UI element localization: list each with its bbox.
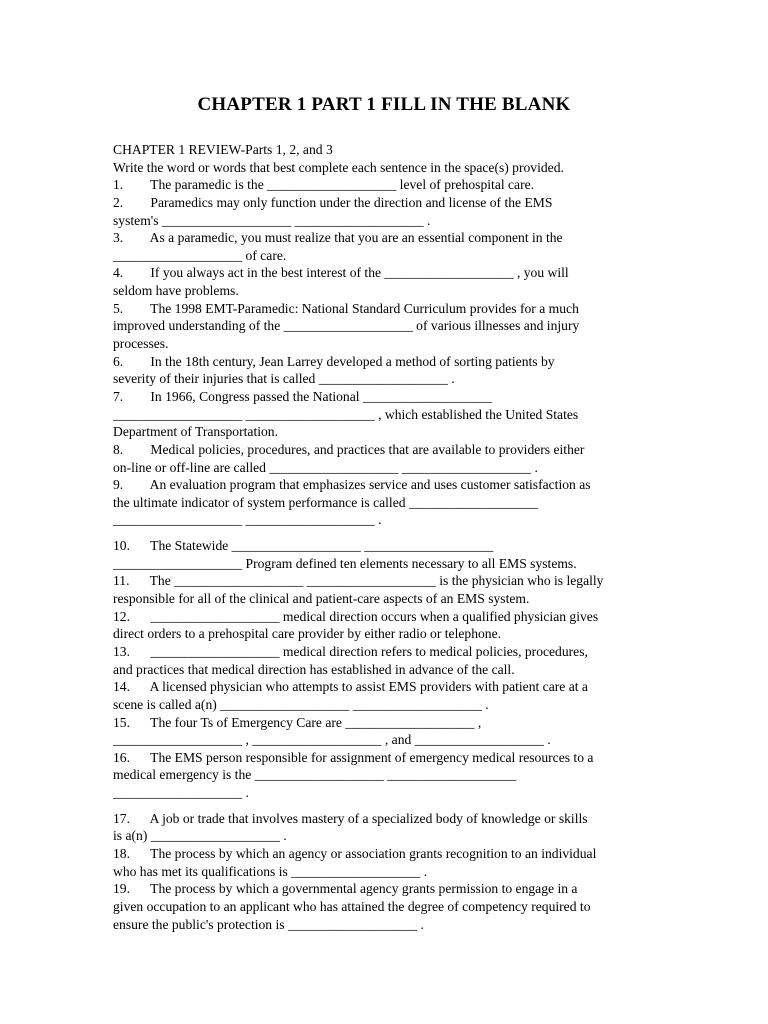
text-line: 13. ___________________ medical direction refers to medical policies, procedures, — [113, 643, 588, 659]
text-line: who has met its qualifications is ___________________ . — [113, 863, 428, 879]
text-line: CHAPTER 1 REVIEW-Parts 1, 2, and 3 — [113, 142, 333, 157]
text-line: on-line or off-line are called ___________________ ___________________ . — [113, 459, 538, 475]
document-body — [113, 141, 658, 933]
text-line: ensure the public's protection is ___________________ . — [113, 916, 424, 932]
text-line: 8. Medical policies, procedures, and practices that are available to providers either — [113, 441, 585, 457]
text-line: 5. The 1998 EMT-Paramedic: National Standard Curriculum provides for a much — [113, 300, 579, 316]
text-line: system's ___________________ ___________________ . — [113, 212, 431, 228]
text-line: medical emergency is the ___________________ ___________________ — [113, 767, 517, 783]
blank-spacer — [113, 529, 658, 537]
text-line: the ultimate indicator of system performance is called ___________________ — [113, 494, 539, 510]
text-line: ___________________ , ___________________ , and ___________________ . — [113, 732, 551, 748]
text-line: responsible for all of the clinical and patient-care aspects of an EMS system. — [113, 591, 530, 607]
text-line: 6. In the 18th century, Jean Larrey developed a method of sorting patients by — [113, 353, 555, 369]
text-line: 2. Paramedics may only function under the direction and license of the EMS — [113, 194, 553, 210]
text-line: given occupation to an applicant who has attained the degree of competency required to — [113, 898, 591, 914]
text-line: 19. The process by which a governmental agency grants permission to engage in a — [113, 881, 578, 897]
text-line: 4. If you always act in the best interest of the ___________________ , you will — [113, 265, 569, 281]
page-title: CHAPTER 1 PART 1 FILL IN THE BLANK — [197, 94, 571, 115]
text-line: 10. The Statewide ___________________ ___________________ — [113, 538, 494, 554]
text-line: Write the word or words that best complete each sentence in the space(s) provided. — [113, 159, 564, 175]
text-line: direct orders to a prehospital care provider by either radio or telephone. — [113, 626, 502, 642]
text-line: is a(n) ___________________ . — [113, 828, 287, 844]
text-line: 14. A licensed physician who attempts to assist EMS providers with patient care at a — [113, 679, 588, 695]
text-line: Department of Transportation. — [113, 424, 278, 440]
text-line: 15. The four Ts of Emergency Care are ___________________ , — [113, 714, 482, 730]
text-line: scene is called a(n) ___________________ ___________________ . — [113, 696, 489, 712]
text-line: processes. — [113, 336, 169, 352]
text-line: 1. The paramedic is the ___________________ level of prehospital care. — [113, 177, 535, 193]
text-line: 11. The ___________________ ___________________ is the physician who is legally — [113, 573, 604, 589]
text-line: 12. ___________________ medical direction occurs when a qualified physician gives — [113, 608, 599, 624]
text-line: ___________________ ___________________ . — [113, 512, 382, 528]
text-line: 18. The process by which an agency or association grants recognition to an individual — [113, 845, 597, 861]
text-line: severity of their injuries that is called ___________________ . — [113, 371, 455, 387]
text-line: and practices that medical direction has established in advance of the call. — [113, 661, 515, 677]
text-line: ___________________ of care. — [113, 247, 287, 263]
text-line: ___________________ . — [113, 785, 249, 801]
text-line: 3. As a paramedic, you must realize that you are an essential component in the — [113, 230, 563, 246]
text-line: ___________________ ___________________ , which established the United States — [113, 406, 579, 422]
text-line: 9. An evaluation program that emphasizes service and uses customer satisfaction as — [113, 477, 591, 493]
blank-spacer — [113, 802, 658, 810]
text-line: improved understanding of the ___________________ of various illnesses and injury — [113, 318, 580, 334]
text-line: seldom have problems. — [113, 283, 239, 299]
text-line: 7. In 1966, Congress passed the National ___________________ — [113, 388, 493, 404]
text-line: 17. A job or trade that involves mastery of a specialized body of knowledge or skills — [113, 810, 588, 826]
text-line: 16. The EMS person responsible for assignment of emergency medical resources to a — [113, 749, 594, 765]
text-line: ___________________ Program defined ten elements necessary to all EMS systems. — [113, 555, 577, 571]
